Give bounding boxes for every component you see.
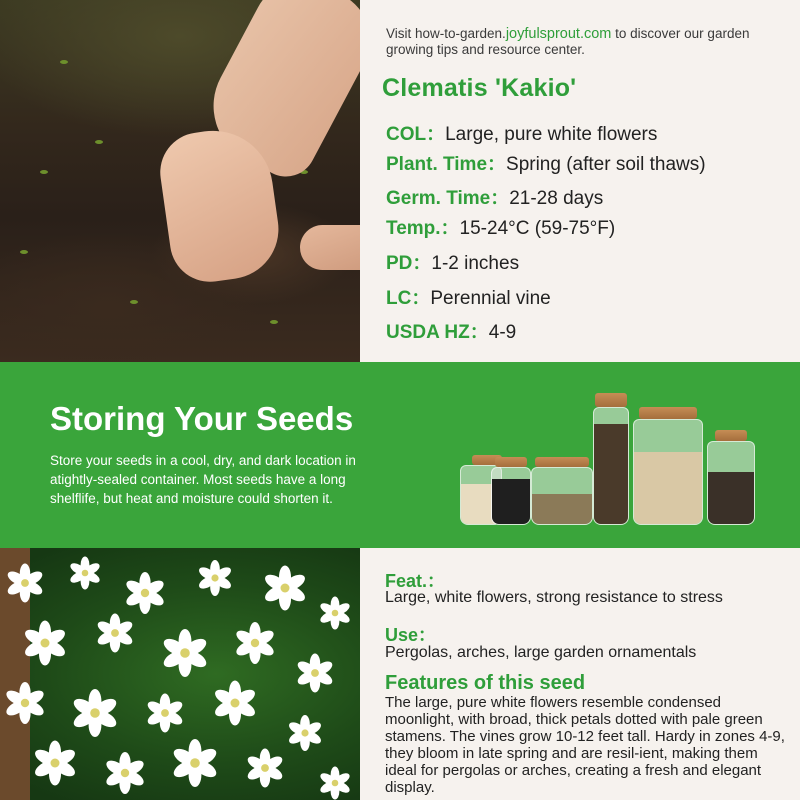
spec-value: Spring (after soil thaws)	[506, 154, 706, 175]
seed-features-text: The large, pure white flowers resemble condensed moonlight, with broad, thick petals dotted with pale green stamens. The vines grow 10-12 feet tall. Hardy in zones 4-9, they bloom in late spring and are resil-ient, making them ideal for pergolas or arches, creating a fresh and elegant display.	[385, 694, 785, 796]
clematis-flower	[197, 560, 233, 596]
spec-row-pd	[386, 248, 519, 275]
clematis-flower	[146, 694, 185, 733]
clematis-flower	[23, 621, 68, 666]
use-text: Pergolas, arches, large garden ornamentals	[385, 644, 697, 661]
spec-value: Large, pure white flowers	[445, 124, 658, 145]
brand-link[interactable]: joyfulsprout.com	[505, 26, 612, 42]
clematis-flower	[263, 566, 308, 611]
spec-row-temp	[386, 213, 615, 240]
clematis-flower	[6, 564, 45, 603]
clematis-flower	[161, 629, 209, 677]
spec-row-plant-time	[386, 149, 706, 176]
clematis-flower	[171, 739, 219, 787]
spec-key: LC：	[386, 288, 431, 309]
spec-row-col	[386, 119, 657, 146]
clematis-flower	[71, 689, 119, 737]
spec-row-lc	[386, 283, 551, 310]
seed-jars-image	[455, 385, 765, 525]
use-label: Use：	[385, 625, 437, 645]
spec-value: 1-2 inches	[431, 253, 520, 274]
spec-value: 15-24°C (59-75°F)	[459, 218, 616, 239]
clematis-flower	[33, 741, 78, 786]
clematis-flower	[104, 752, 146, 794]
clematis-flower	[4, 682, 46, 724]
clematis-flower	[69, 557, 102, 590]
spec-key: USDA HZ：	[386, 322, 489, 343]
clematis-flower	[296, 654, 335, 693]
spec-key: COL：	[386, 124, 446, 145]
intro-text	[386, 26, 776, 58]
clematis-flower	[319, 597, 352, 630]
clematis-flower	[213, 681, 258, 726]
spec-key: PD：	[386, 253, 432, 274]
clematis-flowers-photo	[0, 548, 360, 800]
intro-prefix: Visit how-to-garden.	[386, 26, 506, 41]
storing-text: Store your seeds in a cool, dry, and dark location in atightly-sealed container. Most seeds have a long shelflife, but heat and moisture could shorten it.	[50, 453, 356, 506]
clematis-flower	[234, 622, 276, 664]
spec-value: 4-9	[488, 322, 517, 343]
spec-value: 21-28 days	[509, 188, 604, 209]
feat-label: Feat.：	[385, 571, 446, 591]
soil-sowing-photo	[0, 0, 360, 362]
plant-title: Clematis 'Kakio'	[382, 74, 577, 102]
spec-value: Perennial vine	[430, 288, 551, 309]
spec-key: Temp.：	[386, 218, 460, 239]
clematis-flower	[319, 767, 352, 800]
seed-features-title: Features of this seed	[385, 672, 586, 694]
spec-row-usda-hz	[386, 317, 516, 344]
spec-key: Germ. Time：	[386, 188, 510, 209]
intro-suffix: to discover our garden growing tips and resource center.	[386, 26, 750, 57]
spec-row-germ-time	[386, 183, 603, 210]
clematis-flower	[287, 715, 323, 751]
spec-key: Plant. Time：	[386, 154, 507, 175]
clematis-flower	[246, 749, 285, 788]
clematis-flower	[124, 572, 166, 614]
clematis-flower	[96, 614, 135, 653]
storing-title: Storing Your Seeds	[50, 400, 354, 437]
feat-text: Large, white flowers, strong resistance to stress	[385, 589, 723, 606]
